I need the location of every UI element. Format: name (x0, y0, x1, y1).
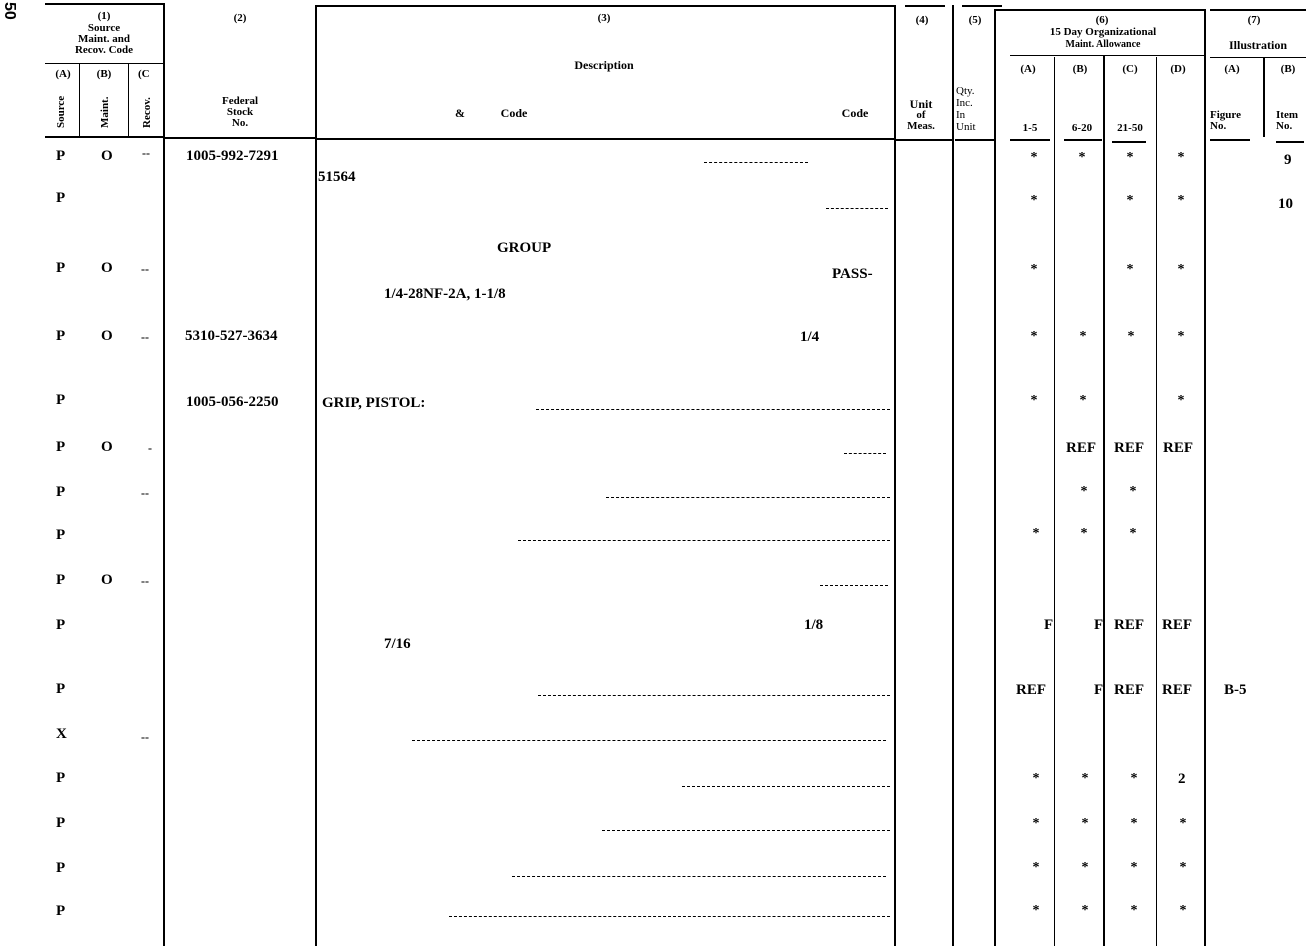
row-allow-b: F (1094, 617, 1104, 633)
row-allow-d: * (1177, 150, 1185, 165)
row-allow-b: F (1094, 682, 1104, 698)
row-source-code: P (56, 815, 66, 831)
rule (1276, 141, 1304, 143)
row-description: 1/8 (804, 617, 824, 633)
row-allow-c: * (1129, 484, 1137, 499)
rule (1210, 9, 1306, 11)
row-allow-a: * (1030, 193, 1038, 208)
col-divider (1156, 57, 1157, 946)
col3-sub-code-right: Code (841, 106, 869, 120)
row-allow-b: * (1080, 484, 1088, 499)
row-source-code: P (56, 903, 66, 919)
row-maint-code: O (101, 328, 113, 344)
col1-a-label: (A) (55, 68, 71, 80)
col7-b-label: (B) (1280, 63, 1296, 75)
col6-title-line1: 15 Day Organizational (1049, 26, 1157, 38)
col6-c-range: 21-50 (1117, 122, 1143, 134)
row-allow-c: * (1129, 526, 1137, 541)
dot-leader (538, 695, 890, 696)
row-source-code: P (56, 681, 66, 697)
dot-leader (518, 540, 890, 541)
col-divider (1263, 57, 1265, 137)
col6-a-range: 1-5 (1022, 122, 1038, 134)
col7-number: (7) (1247, 14, 1261, 26)
row-allow-d: * (1179, 860, 1187, 875)
col5-title-line4: Unit (956, 121, 976, 133)
rule (896, 139, 952, 141)
row-recov-code: -- (141, 330, 149, 344)
row-allow-c: * (1127, 329, 1135, 344)
row-allow-b: REF (1066, 440, 1096, 456)
col-divider (952, 5, 954, 946)
col6-number: (6) (1095, 14, 1109, 26)
col1-b-label: (B) (96, 68, 112, 80)
row-allow-d: * (1177, 262, 1185, 277)
col1-source-vertical: Source (55, 95, 67, 128)
row-allow-a: F (1044, 617, 1054, 633)
col-divider (163, 3, 165, 946)
col5-title-line2: Inc. (956, 97, 973, 109)
rule (1010, 139, 1050, 141)
rule (45, 3, 163, 5)
row-item-no: 9 (1284, 152, 1292, 168)
dot-leader (512, 876, 886, 877)
row-source-code: P (56, 860, 66, 876)
col3-sub-amp: & (455, 106, 465, 120)
rule (955, 139, 995, 141)
dot-leader (844, 453, 886, 454)
row-allow-b: * (1081, 771, 1089, 786)
col7-a-title-line1: Figure (1210, 109, 1241, 121)
rule (1010, 55, 1204, 56)
row-allow-b: * (1079, 393, 1087, 408)
row-allow-d: REF (1163, 440, 1193, 456)
row-maint-code: O (101, 439, 113, 455)
row-recov-code: - (148, 441, 152, 455)
col1-title-line1: Source (87, 22, 121, 34)
col1-title-line2: Maint. and (78, 33, 130, 45)
dot-leader (536, 409, 890, 410)
col-divider (1054, 57, 1055, 946)
row-allow-a: * (1032, 526, 1040, 541)
col4-title-line1: Unit (909, 97, 933, 111)
col7-a-title-line2: No. (1210, 120, 1227, 132)
col7-a-label: (A) (1224, 63, 1240, 75)
row-recov-code: -- (141, 262, 149, 276)
rule (1112, 141, 1146, 143)
row-allow-d: REF (1162, 617, 1192, 633)
rule (45, 63, 163, 64)
row-description-line2: 7/16 (384, 636, 411, 652)
row-maint-code: O (101, 260, 113, 276)
row-maint-code: O (101, 148, 113, 164)
row-source-code: P (56, 190, 66, 206)
col1-c-label: (C (138, 68, 150, 80)
col2-title-line3: No. (231, 117, 249, 129)
col5-title-line3: In (956, 109, 966, 121)
row-description: 1/4 (800, 329, 820, 345)
row-allow-a: * (1032, 860, 1040, 875)
row-description: PASS- (832, 266, 873, 282)
row-recov-code: -- (141, 574, 149, 588)
row-description-line2: 51564 (318, 169, 356, 185)
col6-c-label: (C) (1122, 63, 1138, 75)
col-divider (994, 9, 996, 946)
rule (45, 136, 163, 138)
row-source-code: P (56, 572, 66, 588)
dot-leader (602, 830, 890, 831)
row-allow-b: * (1078, 150, 1086, 165)
col-divider (128, 64, 129, 136)
row-allow-d: 2 (1178, 771, 1186, 787)
col4-number: (4) (915, 14, 929, 26)
col7-title: Illustration (1228, 38, 1287, 52)
col5-title-line1: Qty. (956, 85, 975, 97)
col4-title-line2: of (916, 109, 926, 121)
row-allow-d: * (1179, 816, 1187, 831)
col2-title-line1: Federal (221, 95, 259, 107)
row-allow-a: * (1030, 150, 1038, 165)
row-federal-stock-no: 1005-992-7291 (186, 148, 279, 164)
col2-number: (2) (233, 12, 247, 24)
col1-title-line3: Recov. Code (74, 44, 134, 56)
dot-leader (826, 208, 888, 209)
rule (1064, 139, 1102, 141)
row-allow-c: REF (1114, 682, 1144, 698)
row-allow-c: * (1130, 903, 1138, 918)
dot-leader (449, 916, 890, 917)
col7-b-title-line2: No. (1276, 120, 1293, 132)
rule (1210, 57, 1306, 58)
row-recov-code: -- (141, 730, 149, 744)
row-federal-stock-no: 5310-527-3634 (185, 328, 278, 344)
row-allow-c: * (1130, 771, 1138, 786)
rule (1210, 139, 1250, 141)
dot-leader (820, 585, 888, 586)
row-allow-c: * (1126, 193, 1134, 208)
row-source-code: P (56, 260, 66, 276)
row-allow-a: * (1032, 816, 1040, 831)
col-divider (1103, 55, 1105, 946)
row-allow-a: * (1032, 771, 1040, 786)
dot-leader (412, 740, 886, 741)
row-allow-b: * (1080, 526, 1088, 541)
col3-title: Description (574, 58, 634, 72)
rule (165, 137, 315, 139)
row-federal-stock-no: 1005-056-2250 (186, 394, 279, 410)
row-allow-d: REF (1162, 682, 1192, 698)
row-recov-code: -- (142, 146, 150, 160)
row-allow-d: * (1177, 329, 1185, 344)
row-allow-d: * (1179, 903, 1187, 918)
row-recov-code: -- (141, 486, 149, 500)
col1-number: (1) (97, 10, 111, 22)
row-group-heading: GROUP (497, 240, 552, 256)
col2-title-line2: Stock (226, 106, 254, 118)
page-number: 50 (1, 2, 18, 20)
row-allow-a: * (1030, 393, 1038, 408)
col6-b-range: 6-20 (1071, 122, 1093, 134)
row-allow-b: * (1081, 860, 1089, 875)
row-allow-d: * (1177, 193, 1185, 208)
col6-b-label: (B) (1072, 63, 1088, 75)
row-allow-c: REF (1114, 617, 1144, 633)
col5-number: (5) (968, 14, 982, 26)
col1-maint-vertical: Maint. (99, 96, 111, 128)
row-allow-a: * (1030, 262, 1038, 277)
row-allow-c: * (1130, 860, 1138, 875)
col6-d-label: (D) (1170, 63, 1186, 75)
row-source-code: P (56, 392, 66, 408)
row-allow-d: * (1177, 393, 1185, 408)
row-allow-c: * (1130, 816, 1138, 831)
rule (316, 138, 894, 140)
dot-leader (682, 786, 890, 787)
col3-number: (3) (597, 12, 611, 24)
row-source-code: P (56, 527, 66, 543)
row-allow-b: * (1081, 903, 1089, 918)
row-source-code: X (56, 726, 67, 742)
row-source-code: P (56, 328, 66, 344)
row-source-code: P (56, 484, 66, 500)
row-allow-c: * (1126, 150, 1134, 165)
row-source-code: P (56, 148, 66, 164)
col1-recov-vertical: Recov. (141, 97, 153, 128)
row-allow-b: * (1079, 329, 1087, 344)
rule (316, 5, 894, 7)
row-description-line2: 1/4-28NF-2A, 1-1/8 (384, 286, 506, 302)
row-allow-c: REF (1114, 440, 1144, 456)
row-allow-a: * (1030, 329, 1038, 344)
row-source-code: P (56, 770, 66, 786)
col4-title-line3: Meas. (907, 120, 935, 132)
row-maint-code: O (101, 572, 113, 588)
dot-leader (606, 497, 890, 498)
row-allow-a: REF (1016, 682, 1046, 698)
col6-a-label: (A) (1020, 63, 1036, 75)
row-allow-b: * (1081, 816, 1089, 831)
rule (905, 5, 945, 7)
col6-title-line2: Maint. Allowance (1065, 39, 1141, 50)
row-allow-c: * (1126, 262, 1134, 277)
col7-b-title-line1: Item (1276, 109, 1298, 121)
dot-leader (704, 162, 808, 163)
row-description: GRIP, PISTOL: (322, 395, 426, 411)
col-divider (894, 5, 896, 946)
col-divider (1204, 9, 1206, 946)
row-allow-a: * (1032, 903, 1040, 918)
col-divider (315, 5, 317, 946)
row-item-no: 10 (1278, 196, 1293, 212)
row-figure-no: B-5 (1224, 682, 1247, 698)
row-source-code: P (56, 617, 66, 633)
row-source-code: P (56, 439, 66, 455)
rule (962, 5, 1002, 7)
rule (996, 9, 1204, 11)
col-divider (79, 64, 80, 136)
col3-sub-code: Code (500, 106, 528, 120)
